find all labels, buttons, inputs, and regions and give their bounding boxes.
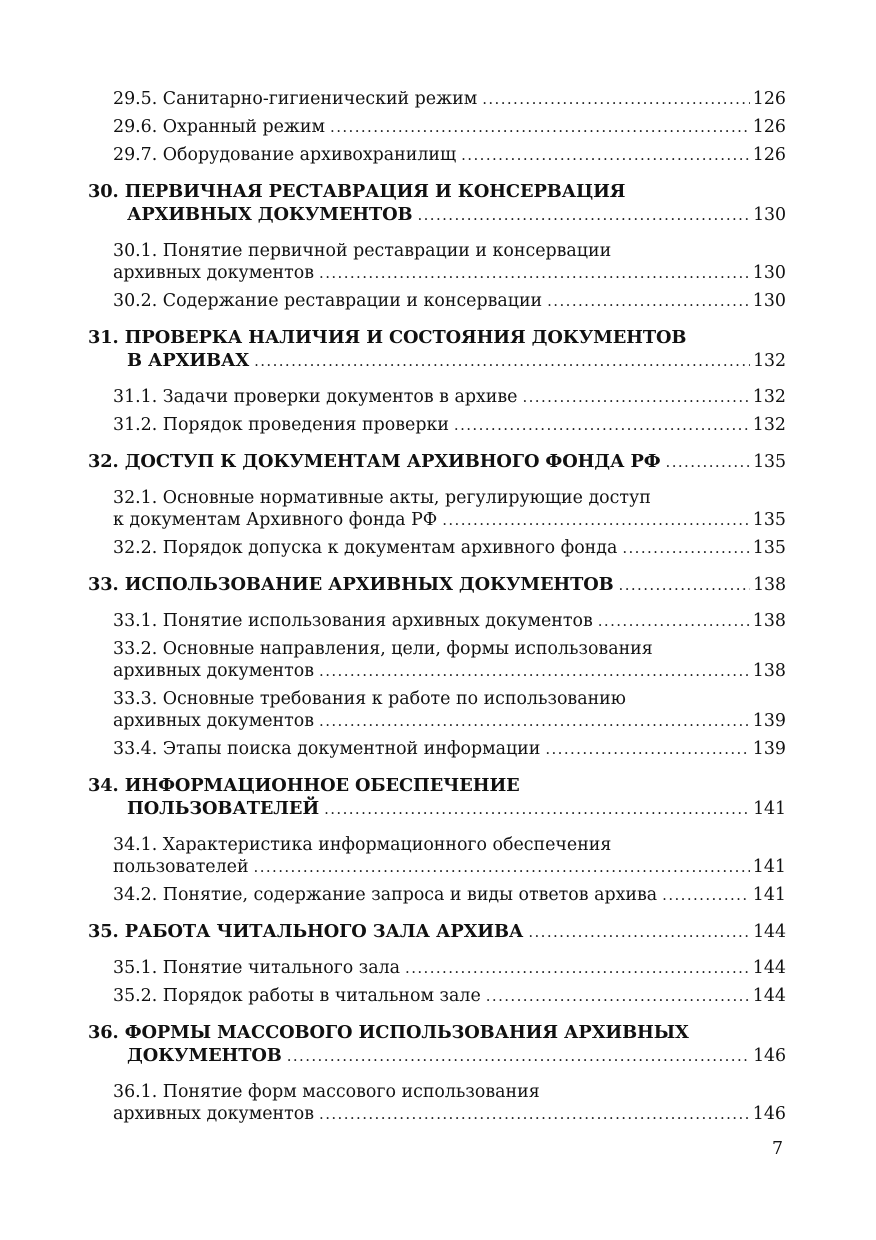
dot-leader — [254, 350, 750, 373]
toc-page-number: 126 — [752, 89, 786, 109]
toc-chapter-entry — [88, 180, 786, 226]
toc-page-number: 139 — [752, 711, 786, 731]
dot-leader — [319, 660, 750, 682]
toc-section-entry — [88, 88, 786, 110]
toc-chapter-entry — [88, 450, 786, 473]
toc-entry-title: 29.5. Санитарно-гигиенический режим — [113, 89, 478, 109]
toc-page-number: 141 — [752, 857, 786, 877]
toc-entry-title: 35.2. Порядок работы в читальном зале — [113, 986, 481, 1006]
toc-entry-title: АРХИВНЫХ ДОКУМЕНТОВ — [127, 204, 413, 225]
toc-entry-title: 34.1. Характеристика информационного обеспечения — [113, 835, 612, 855]
dot-leader — [330, 116, 750, 138]
toc-entry-title: 34. ИНФОРМАЦИОННОЕ ОБЕСПЕЧЕНИЕ — [88, 775, 520, 796]
toc-entry-title: 32. ДОСТУП К ДОКУМЕНТАМ АРХИВНОГО ФОНДА РФ — [88, 451, 661, 472]
toc-section-entry — [88, 144, 786, 166]
toc-entry-title: 31.2. Порядок проведения проверки — [113, 415, 449, 435]
toc-entry-title: архивных документов — [113, 263, 315, 283]
toc-chapter-entry — [88, 326, 786, 372]
dot-leader — [486, 985, 750, 1007]
toc-section-entry — [88, 487, 786, 531]
toc-entry-title: 30.2. Содержание реставрации и консервации — [113, 291, 543, 311]
dot-leader — [547, 290, 750, 312]
toc-page-number: 126 — [752, 117, 786, 137]
toc-page-number: 144 — [752, 958, 786, 978]
toc-page-number: 135 — [752, 538, 786, 558]
toc-page-number: 135 — [752, 510, 786, 530]
toc-page-number: 130 — [752, 291, 786, 311]
toc-chapter-entry — [88, 573, 786, 596]
page-number: 7 — [772, 1139, 784, 1159]
toc-entry-title: 34.2. Понятие, содержание запроса и виды ответов архива — [113, 885, 658, 905]
toc-page-number: 146 — [753, 1046, 786, 1066]
toc-entry-title: 36. ФОРМЫ МАССОВОГО ИСПОЛЬЗОВАНИЯ АРХИВНЫХ — [88, 1022, 689, 1043]
toc-entry-title: 35.1. Понятие читального зала — [113, 958, 401, 978]
toc-entry-title: 31. ПРОВЕРКА НАЛИЧИЯ И СОСТОЯНИЯ ДОКУМЕНТОВ — [88, 327, 687, 348]
toc-page-number: 138 — [752, 661, 786, 681]
toc-chapter-entry — [88, 774, 786, 820]
dot-leader — [666, 451, 751, 474]
toc-page-number: 138 — [752, 611, 786, 631]
toc-entry-title: 29.6. Охранный режим — [113, 117, 326, 137]
dot-leader — [405, 957, 750, 979]
dot-leader — [454, 414, 750, 436]
toc-page-number: 141 — [753, 799, 786, 819]
dot-leader — [522, 386, 749, 408]
dot-leader — [619, 574, 751, 597]
toc-entry-title: пользователей — [113, 857, 249, 877]
toc-section-entry — [88, 537, 786, 559]
toc-page-number: 132 — [752, 415, 786, 435]
toc-entry-title: ПОЛЬЗОВАТЕЛЕЙ — [127, 798, 320, 819]
toc-page-number: 146 — [752, 1104, 786, 1124]
toc-section-entry — [88, 116, 786, 138]
toc-page-number: 130 — [752, 263, 786, 283]
dot-leader — [528, 921, 750, 944]
dot-leader — [254, 856, 750, 878]
toc-entry-title: 33.4. Этапы поиска документной информации — [113, 739, 541, 759]
dot-leader — [545, 738, 749, 760]
toc-entry-title: 32.1. Основные нормативные акты, регулирующие доступ — [113, 488, 651, 508]
toc-entry-title: 31.1. Задачи проверки документов в архиве — [113, 387, 518, 407]
toc-entry-title: 33.2. Основные направления, цели, формы использования — [113, 639, 653, 659]
toc-entry-title: ДОКУМЕНТОВ — [127, 1045, 282, 1066]
toc-entry-title: 33. ИСПОЛЬЗОВАНИЕ АРХИВНЫХ ДОКУМЕНТОВ — [88, 574, 614, 595]
toc-section-entry — [88, 957, 786, 979]
toc-entry-title: 32.2. Порядок допуска к документам архивного фонда — [113, 538, 618, 558]
toc-section-entry — [88, 688, 786, 732]
toc-section-entry — [88, 290, 786, 312]
dot-leader — [417, 204, 750, 227]
toc-section-entry — [88, 386, 786, 408]
toc-chapter-entry — [88, 920, 786, 943]
toc-section-entry — [88, 240, 786, 284]
toc-entry-title: 35. РАБОТА ЧИТАЛЬНОГО ЗАЛА АРХИВА — [88, 921, 524, 942]
dot-leader — [442, 509, 750, 531]
toc-page-number: 144 — [753, 922, 786, 942]
toc-entry-title: архивных документов — [113, 1104, 315, 1124]
toc-section-entry — [88, 884, 786, 906]
dot-leader — [662, 884, 750, 906]
dot-leader — [461, 144, 750, 166]
dot-leader — [482, 88, 750, 110]
toc-page-number: 135 — [753, 452, 786, 472]
toc-chapter-entry — [88, 1021, 786, 1067]
dot-leader — [319, 710, 750, 732]
toc-section-entry — [88, 414, 786, 436]
dot-leader — [287, 1045, 750, 1068]
toc-page-number: 141 — [752, 885, 786, 905]
toc-page-number: 139 — [752, 739, 786, 759]
toc-entry-title: к документам Архивного фонда РФ — [113, 510, 438, 530]
toc-entry-title: 30.1. Понятие первичной реставрации и консервации — [113, 241, 612, 261]
toc-section-entry — [88, 638, 786, 682]
toc-section-entry — [88, 834, 786, 878]
dot-leader — [324, 798, 750, 821]
toc-page-number: 138 — [753, 575, 786, 595]
table-of-contents — [88, 88, 786, 1125]
toc-entry-title: В АРХИВАХ — [127, 350, 250, 371]
toc-page-number: 130 — [753, 205, 786, 225]
dot-leader — [319, 262, 750, 284]
toc-entry-title: 29.7. Оборудование архивохранилищ — [113, 145, 457, 165]
toc-section-entry — [88, 610, 786, 632]
toc-entry-title: 33.3. Основные требования к работе по использованию — [113, 689, 626, 709]
toc-entry-title: архивных документов — [113, 711, 315, 731]
toc-entry-title: 33.1. Понятие использования архивных документов — [113, 611, 593, 631]
toc-page-number: 132 — [752, 387, 786, 407]
toc-section-entry — [88, 985, 786, 1007]
toc-entry-title: архивных документов — [113, 661, 315, 681]
toc-page-number: 144 — [752, 986, 786, 1006]
dot-leader — [319, 1103, 750, 1125]
dot-leader — [598, 610, 750, 632]
toc-entry-title: 36.1. Понятие форм массового использования — [113, 1082, 540, 1102]
toc-section-entry — [88, 1081, 786, 1125]
toc-entry-title: 30. ПЕРВИЧНАЯ РЕСТАВРАЦИЯ И КОНСЕРВАЦИЯ — [88, 181, 626, 202]
dot-leader — [622, 537, 749, 559]
toc-page-number: 126 — [752, 145, 786, 165]
toc-section-entry — [88, 738, 786, 760]
toc-page-number: 132 — [753, 351, 786, 371]
